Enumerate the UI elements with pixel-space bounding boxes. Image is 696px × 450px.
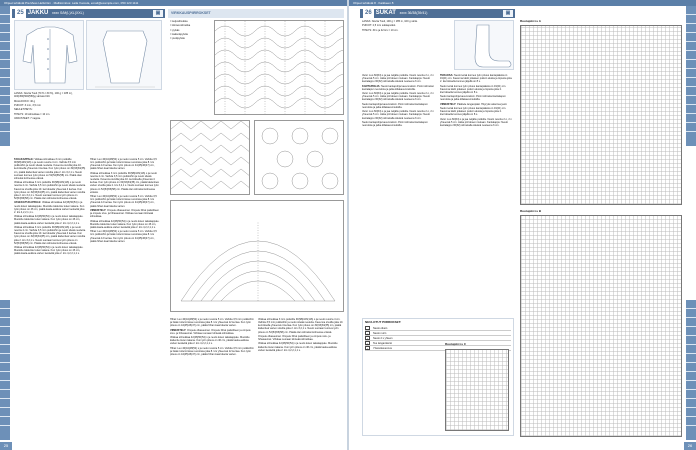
left-header-size: xxxx S/M(L)XL(XXL) (52, 11, 84, 15)
tension-info: TIHEYS: 19 silmukkaa = 10 cm. (14, 112, 51, 116)
legend-heading: NEULOTUT PIIRROKSET: (365, 320, 402, 324)
right-page-number: 26 (684, 442, 696, 450)
page-gutter (347, 0, 349, 450)
camera-icon: ▣ (503, 10, 513, 17)
chart-b-grid (520, 215, 682, 437)
legend-item: \ Ylivetokavennus (365, 346, 511, 351)
needles-info: PUIKOT: 2,5 mm sukkapuikot. (362, 24, 396, 28)
knit-symbol (365, 326, 370, 330)
left-front-heading: VASEN ETUKAPPALE: (14, 201, 42, 205)
legend-item: • Neulo nurin (365, 331, 511, 336)
crochet-chart-2 (170, 120, 250, 195)
left-column-3: Hihat: Luo 40(44)48(52) s ja neulo resoria 5 cm. Vaihda 3,5 mm puikkoihin ja lisää molemmissa reunoissa joka 8. krs yhteensä 12 kertaa. Kun työn pituus on 44(45)46(47) cm, päätä hihan kaarroketta varten. VIIMEISTELY: Ompele olkasaumat. Ompele hihat paikoilleen ja ompele sivu- ja hihasaumat. Virkkaa reunaan kiinteää silmukkaa. Viikkaa silmukkaa 42(46)50(54) s ja neulo kuten takakappale. Muotoile kädentie kuten takana. Kun työn pituus on 46 cm, päätä kaula-aukkoa varten keskeltä joka 2. krs 4,2,2,1,1 s. Hihat: Luo 40(44)48(52) s ja neulo resoria 5 cm. Vaihda 3,5 mm puikkoihin ja lisää molemmissa reunoissa joka 8. krs yhteensä 12 kertaa. Kun työn pituus on 44(45)46(47) cm, päätä hihan kaarroketta varten. (170, 318, 254, 357)
left-materials (14, 92, 86, 156)
crochet-legend: = ketjusilmukka = kiinteä silmukka = pylväs = kaksoispylväs = puolipylväs (170, 20, 191, 41)
yarn-info: LANKA: Novita Tuuli (70 % / 30 %), 100 g = 185 m), 400(450)500(550)g värissä 010. (14, 92, 73, 99)
k2tog-symbol: / (365, 336, 370, 340)
camera-icon: ▣ (153, 10, 163, 17)
crochet-chart-header: VIRKKAUSPIIRROKSET (168, 9, 344, 18)
purl-symbol: • (366, 332, 369, 337)
sleeve-schematic (86, 20, 162, 90)
extras-info: VARUSTEET: 7 nappia. (14, 116, 41, 120)
chart-c-grid (445, 349, 509, 431)
right-header (360, 9, 515, 18)
left-page-number: 25 (0, 442, 12, 450)
left-column-4: Viikkaa silmukkaa 3 mm puikoille 90(98)106(116) s ja neulo resoria 4 cm. Vaihda 3,5 mm puikkoihin ja neulo sileää neuletta. Kavenna sivuilla joka 10. kerroksella yhteensä 4 kertaa. Kun työn pituus on 32(33)34(35) cm, päätä kädentieä varten sivuilta joka 2. krs 3,2,1 s. Neulo suoraan kunnes työn pituus on 52(54)56(58) cm. Päätä olan silmukat kolmessa erässä. Ompele olkasaumat. Ompele hihat paikoilleen ja ompele sivu- ja hihasaumat. Virkkaa reunaan kiinteää silmukkaa. Viikkaa silmukkaa 42(46)50(54) s ja neulo kuten takakappale. Muotoile kädentie kuten takana. Kun työn pituus on 46 cm, päätä kaula-aukkoa varten keskeltä joka 2. krs 4,2,2,1,1 s. (258, 318, 344, 352)
legend-item: o Tee langankierto (365, 341, 511, 346)
right-topbar: Ohjeet tehtävät 8 · Kaikkeen 8 (349, 0, 696, 6)
left-column-2: Hihat: Luo 40(44)48(52) s ja neulo resoria 5 cm. Vaihda 3,5 mm puikkoihin ja lisää molemmissa reunoissa joka 8. krs yhteensä 12 kertaa. Kun työn pituus on 44(45)46(47) cm, päätä hihan kaarroketta varten. Viikkaa silmukkaa 3 mm puikoille 90(98)106(116) s ja neulo resoria 4 cm. Vaihda 3,5 mm puikkoihin ja neulo sileää neuletta. Kavenna sivuilla joka 10. kerroksella yhteensä 4 kertaa. Kun työn pituus on 32(33)34(35) cm, päätä kädentieä varten sivuilta joka 2. krs 3,2,1 s. Neulo suoraan kunnes työn pituus on 52(54)56(58) cm. Päätä olan silmukat kolmessa erässä. Hihat: Luo 40(44)48(52) s ja neulo resoria 5 cm. Vaihda 3,5 mm puikkoihin ja lisää molemmissa reunoissa joka 8. krs yhteensä 12 kertaa. Kun työn pituus on 44(45)46(47) cm, päätä hihan kaarroketta varten. VIIMEISTELY: Ompele olkasaumat. Ompele hihat paikoilleen ja ompele sivu- ja hihasaumat. Virkkaa reunaan kiinteää silmukkaa. Viikkaa silmukkaa 42(46)50(54) s ja neulo kuten takakappale. Muotoile kädentie kuten takana. Kun työn pituus on 46 cm, päätä kaula-aukkoa varten keskeltä joka 2. krs 4,2,2,1,1 s. Hihat: Luo 40(44)48(52) s ja neulo resoria 5 cm. Vaihda 3,5 mm puikkoihin ja lisää molemmissa reunoissa joka 8. krs yhteensä 12 kertaa. Kun työn pituus on 44(45)46(47) cm, päätä hihan kaarroketta varten. (90, 158, 160, 243)
needles-info: PUIKOT: 3 mm, 3,5 mm (14, 103, 41, 107)
sock-schematic (454, 20, 514, 70)
chart-b-title: Ruutupiirros B (520, 209, 541, 213)
right-materials (362, 20, 452, 70)
right-side-tabs-lower (686, 300, 696, 440)
stitch-info: NEULETIHEYS: (14, 108, 33, 112)
crochet-chart-1 (214, 20, 344, 115)
right-column-1: Varsi: Luo 60(64) s ja jaa neljälle puikolle. Neulo resoria 2 o, 2 n yhteensä 5 cm. Jatka piirroksen mukaan. Kantalappu: Neulo kantalappu 30(32) silmukalla sileänä neuleena 6 cm. KANTAPOHJA: Neulo kantapohja kavennuksin. Poimi silmukat kantalapun reunoista ja jatka kiilakavennuksilla. Varsi: Luo 60(64) s ja jaa neljälle puikolle. Neulo resoria 2 o, 2 n yhteensä 5 cm. Jatka piirroksen mukaan. Kantalappu: Neulo kantalappu 30(32) silmukalla sileänä neuleena 6 cm. Neulo kantapohja kavennuksin. Poimi silmukat kantalapun reunoista ja jatka kiilakavennuksilla. Varsi: Luo 60(64) s ja jaa neljälle puikolle. Neulo resoria 2 o, 2 n yhteensä 5 cm. Jatka piirroksen mukaan. Kantalappu: Neulo kantalappu 30(32) silmukalla sileänä neuleena 6 cm. Neulo kantapohja kavennuksin. Poimi silmukat kantalapun reunoista ja jatka kiilakavennuksilla. (362, 74, 434, 128)
left-header-number: 25 (17, 10, 24, 16)
left-header (12, 9, 165, 18)
left-side-tabs (0, 6, 10, 146)
right-header-number: 26 (365, 10, 372, 16)
stitch-legend (362, 318, 514, 436)
left-topbar: Ohjeet tehtävät Pia Mess Hellström · Mallitoimitus: Laila Vuorela, email@example.com, 050 123 1111 (0, 0, 347, 6)
back-piece-heading: TAKAKAPPALE: (14, 158, 34, 161)
right-header-size: xxxx 36/38(39/41) (399, 11, 428, 15)
left-front-text: Viikkaa silmukkaa 42(46)50(54) s ja neulo kuten takakappale. Muotoile kädentie kuten takana. Kun työn pituus on 46 cm, päätä kaula-aukkoa varten keskeltä joka 2. krs 4,2,2,1,1 s. (14, 201, 85, 214)
yarnover-symbol: o (366, 342, 369, 347)
yarn-info: LANKA: Novita Tuuli, 100 g = 185 m, 100 g väriä. (362, 20, 418, 23)
right-side-tabs (686, 6, 696, 146)
jacket-schematic (14, 20, 84, 90)
chart-a-grid (520, 25, 682, 205)
right-column-2: TERÄOSA: Neulo terää kunnes työn pituus kantapäästä on 19(21) cm. Kavenna kärki jokaisen puikon alusta ja lopusta joka 2. kierroksella kunnes jäljellä on 8 s. Neulo terää kunnes työn pituus kantapäästä on 19(21) cm. Kavenna kärki jokaisen puikon alusta ja lopusta joka 2. kierroksella kunnes jäljellä on 8 s. Neulo kantapohja kavennuksin. Poimi silmukat kantalapun reunoista ja jatka kiilakavennuksilla. VIIMEISTELY: Päättele langanpäät. Höyrytä sukat kevyesti. Neulo terää kunnes työn pituus kantapäästä on 19(21) cm. Kavenna kärki jokaisen puikon alusta ja lopusta joka 2. kierroksella kunnes jäljellä on 8 s. Varsi: Luo 60(64) s ja jaa neljälle puikolle. Neulo resoria 2 o, 2 n yhteensä 5 cm. Jatka piirroksen mukaan. Kantalappu: Neulo kantalappu 30(32) silmukalla sileänä neuleena 6 cm. (440, 74, 512, 128)
legend-item: Neulo oikein (365, 326, 511, 331)
legend-item: / Neulo 2 s yhteen (365, 336, 511, 341)
left-side-tabs-lower (0, 300, 10, 440)
toe-heading: TERÄOSA: (440, 74, 454, 77)
left-column-1: TAKAKAPPALE: Viikkaa silmukkaa 3 mm puikoille 90(98)106(116) s ja neulo resoria 4 cm. Vaihda 3,5 mm puikkoihin ja neulo sileää neuletta. Kavenna sivuilla joka 10. kerroksella yhteensä 4 kertaa. Kun työn pituus on 32(33)34(35) cm, päätä kädentieä varten sivuilta joka 2. krs 3,2,1 s. Neulo suoraan kunnes työn pituus on 52(54)56(58) cm. Päätä olan silmukat kolmessa erässä. Viikkaa silmukkaa 3 mm puikoille 90(98)106(116) s ja neulo resoria 4 cm. Vaihda 3,5 mm puikkoihin ja neulo sileää neuletta. Kavenna sivuilla joka 10. kerroksella yhteensä 4 kertaa. Kun työn pituus on 32(33)34(35) cm, päätä kädentieä varten sivuilta joka 2. krs 3,2,1 s. Neulo suoraan kunnes työn pituus on 52(54)56(58) cm. Päätä olan silmukat kolmessa erässä. VASEN ETUKAPPALE: Viikkaa silmukkaa 42(46)50(54) s ja neulo kuten takakappale. Muotoile kädentie kuten takana. Kun työn pituus on 46 cm, päätä kaula-aukkoa varten keskeltä joka 2. krs 4,2,2,1,1 s. Viikkaa silmukkaa 42(46)50(54) s ja neulo kuten takakappale. Muotoile kädentie kuten takana. Kun työn pituus on 46 cm, päätä kaula-aukkoa varten keskeltä joka 2. krs 4,2,2,1,1 s. Viikkaa silmukkaa 3 mm puikoille 90(98)106(116) s ja neulo resoria 4 cm. Vaihda 3,5 mm puikkoihin ja neulo sileää neuletta. Kavenna sivuilla joka 10. kerroksella yhteensä 4 kertaa. Kun työn pituus on 32(33)34(35) cm, päätä kädentieä varten sivuilta joka 2. krs 3,2,1 s. Neulo suoraan kunnes työn pituus on 52(54)56(58) cm. Päätä olan silmukat kolmessa erässä. Viikkaa silmukkaa 42(46)50(54) s ja neulo kuten takakappale. Muotoile kädentie kuten takana. Kun työn pituus on 46 cm, päätä kaula-aukkoa varten keskeltä joka 2. krs 4,2,2,1,1 s. (14, 158, 86, 256)
ssk-symbol: \ (365, 346, 370, 350)
crochet-chart-3 (254, 120, 344, 195)
crochet-chart-4 (170, 200, 344, 312)
chart-c-title: Ruutupiirros C (445, 342, 466, 346)
back-piece-text: Viikkaa silmukkaa 3 mm puikoille 90(98)106(116) s ja neulo resoria 4 cm. Vaihda 3,5 mm puikkoihin ja neulo sileää neuletta. Kavenna sivuilla joka 10. kerroksella yhteensä 4 kertaa. Kun työn pituus on 32(33)34(35) cm, päätä kädentieä varten sivuilta joka 2. krs 3,2,1 s. Neulo suoraan kunnes työn pituus on 52(54)56(58) cm. Päätä olan silmukat kolmessa erässä. (14, 158, 86, 180)
right-header-title: SUKAT (375, 10, 396, 16)
size-info: MALLIKOKO: 40 g (14, 99, 36, 103)
chart-a-title: Ruutupiirros A (520, 19, 541, 23)
heel-heading: KANTAPOHJA: (362, 84, 381, 88)
tension-info: TIHEYS: 30 s ja 42 krs = 10 cm. (362, 28, 399, 32)
left-header-title: JAKKU (27, 10, 49, 16)
